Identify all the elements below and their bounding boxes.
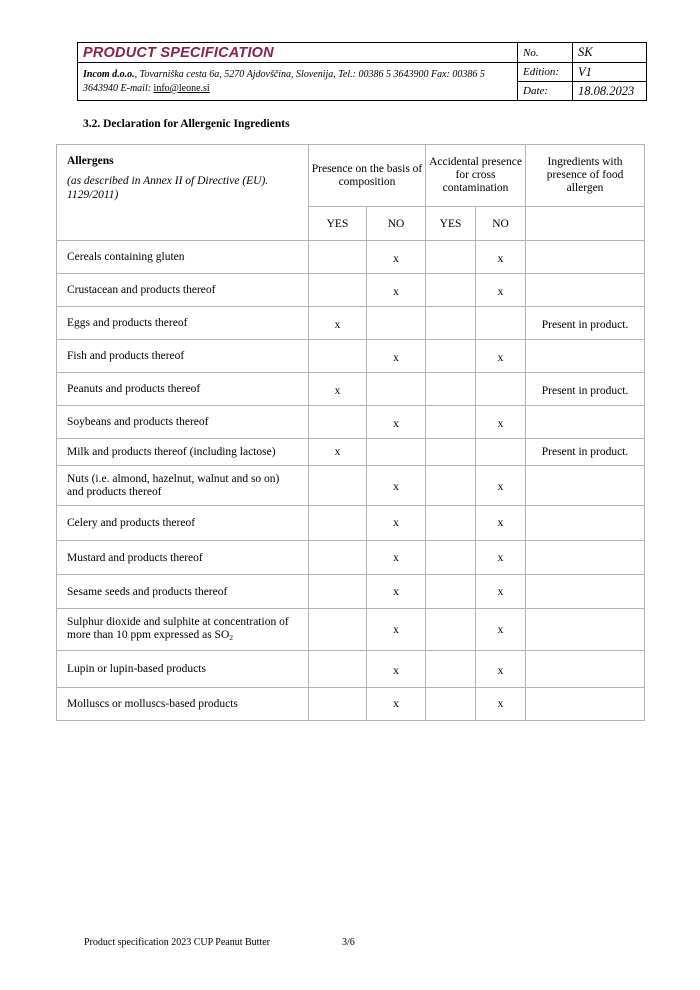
presence-yes-cell <box>309 688 367 721</box>
presence-yes-cell <box>309 651 367 688</box>
accidental-yes-cell <box>426 575 476 609</box>
presence-no-cell: x <box>367 274 426 307</box>
presence-no-cell <box>367 373 426 406</box>
table-row <box>57 466 645 506</box>
presence-yes-cell: x <box>309 373 367 406</box>
allergen-name-text: Sulphur dioxide and sulphite at concentration of more than 10 ppm expressed as SO <box>67 615 289 641</box>
edition-label: Edition: <box>518 63 573 82</box>
accidental-no-cell: x <box>476 241 526 274</box>
date-value: 18.08.2023 <box>573 82 647 101</box>
allergens-header <box>57 145 309 241</box>
document-title: PRODUCT SPECIFICATION <box>78 43 518 63</box>
allergen-name: Fish and products thereof <box>57 340 309 373</box>
accidental-no-cell: x <box>476 406 526 439</box>
accidental-yes-cell <box>426 541 476 575</box>
company-address: , Tovarniška cesta 6a, 5270 Ajdovščina, Slovenija, Tel.: 00386 5 3643900 Fax: 00386 5 3643940 E-mail: <box>83 68 485 94</box>
presence-no-cell: x <box>367 541 426 575</box>
accidental-no-cell: x <box>476 340 526 373</box>
allergen-name: Soybeans and products thereof <box>57 406 309 439</box>
allergen-name <box>57 609 309 651</box>
table-row <box>57 575 645 609</box>
presence-no-cell: x <box>367 406 426 439</box>
table-row <box>57 307 645 340</box>
allergen-name: Peanuts and products thereof <box>57 373 309 406</box>
accidental-yes-cell <box>426 651 476 688</box>
ingredients-cell <box>526 340 645 373</box>
allergen-table <box>56 144 645 721</box>
ingredients-cell <box>526 688 645 721</box>
ingredients-subheader <box>526 207 645 241</box>
presence-no-cell <box>367 307 426 340</box>
accidental-no-cell: x <box>476 609 526 651</box>
presence-no-header: NO <box>367 207 426 241</box>
table-row <box>57 373 645 406</box>
presence-no-cell: x <box>367 340 426 373</box>
edition-value: V1 <box>573 63 647 82</box>
allergen-name: Milk and products thereof (including lactose) <box>57 439 309 466</box>
table-row <box>57 340 645 373</box>
allergen-name: Celery and products thereof <box>57 506 309 541</box>
footer-page-number: 3/6 <box>342 937 355 948</box>
ingredients-cell: Present in product. <box>526 307 645 340</box>
accidental-no-header: NO <box>476 207 526 241</box>
allergens-header-title: Allergens <box>67 155 114 167</box>
accidental-no-cell <box>476 307 526 340</box>
accidental-no-cell <box>476 373 526 406</box>
presence-no-cell: x <box>367 506 426 541</box>
presence-yes-cell <box>309 609 367 651</box>
ingredients-cell: Present in product. <box>526 439 645 466</box>
presence-yes-cell <box>309 541 367 575</box>
date-label: Date: <box>518 82 573 101</box>
presence-yes-cell <box>309 406 367 439</box>
page-footer <box>84 937 355 948</box>
spec-header <box>77 42 647 101</box>
ingredients-cell <box>526 241 645 274</box>
table-row <box>57 406 645 439</box>
allergen-name: Crustacean and products thereof <box>57 274 309 307</box>
presence-yes-header: YES <box>309 207 367 241</box>
accidental-yes-cell <box>426 340 476 373</box>
allergens-header-subtitle: (as described in Annex II of Directive (EU). 1129/2011) <box>67 175 269 201</box>
accidental-yes-cell <box>426 439 476 466</box>
accidental-no-cell: x <box>476 466 526 506</box>
presence-no-cell: x <box>367 651 426 688</box>
accidental-no-cell <box>476 439 526 466</box>
presence-yes-cell <box>309 506 367 541</box>
presence-no-cell: x <box>367 241 426 274</box>
presence-yes-cell <box>309 340 367 373</box>
table-row <box>57 274 645 307</box>
accidental-yes-cell <box>426 506 476 541</box>
ingredients-cell <box>526 575 645 609</box>
table-row <box>57 541 645 575</box>
accidental-no-cell: x <box>476 541 526 575</box>
ingredients-cell <box>526 609 645 651</box>
ingredients-cell <box>526 406 645 439</box>
company-email[interactable]: info@leone.si <box>153 82 210 94</box>
allergen-name: Sesame seeds and products thereof <box>57 575 309 609</box>
allergen-name: Eggs and products thereof <box>57 307 309 340</box>
table-header-row <box>57 145 645 207</box>
ingredients-header: Ingredients with presence of food allergen <box>526 145 645 207</box>
presence-yes-cell <box>309 274 367 307</box>
allergen-name: Mustard and products thereof <box>57 541 309 575</box>
accidental-yes-cell <box>426 307 476 340</box>
footer-document-name: Product specification 2023 CUP Peanut Butter <box>84 937 270 948</box>
ingredients-cell <box>526 466 645 506</box>
ingredients-cell <box>526 651 645 688</box>
ingredients-cell <box>526 506 645 541</box>
accidental-yes-cell <box>426 466 476 506</box>
accidental-no-cell: x <box>476 688 526 721</box>
accidental-header: Accidental presence for cross contamination <box>426 145 526 207</box>
presence-yes-cell <box>309 575 367 609</box>
company-name: Incom d.o.o. <box>83 68 135 80</box>
no-label: No. <box>518 43 573 63</box>
table-row <box>57 241 645 274</box>
accidental-yes-cell <box>426 241 476 274</box>
accidental-no-cell: x <box>476 651 526 688</box>
presence-yes-cell: x <box>309 439 367 466</box>
accidental-yes-header: YES <box>426 207 476 241</box>
accidental-yes-cell <box>426 406 476 439</box>
table-row <box>57 439 645 466</box>
allergen-name: Molluscs or molluscs-based products <box>57 688 309 721</box>
presence-yes-cell <box>309 241 367 274</box>
ingredients-cell <box>526 274 645 307</box>
accidental-no-cell: x <box>476 575 526 609</box>
table-row <box>57 609 645 651</box>
presence-no-cell <box>367 439 426 466</box>
no-value: SK <box>573 43 647 63</box>
accidental-no-cell: x <box>476 506 526 541</box>
company-info <box>78 63 518 101</box>
accidental-no-cell: x <box>476 274 526 307</box>
table-row <box>57 688 645 721</box>
accidental-yes-cell <box>426 373 476 406</box>
presence-no-cell: x <box>367 609 426 651</box>
presence-yes-cell: x <box>309 307 367 340</box>
presence-no-cell: x <box>367 688 426 721</box>
allergen-name: Cereals containing gluten <box>57 241 309 274</box>
presence-no-cell: x <box>367 575 426 609</box>
ingredients-cell <box>526 541 645 575</box>
section-title: 3.2. Declaration for Allergenic Ingredients <box>83 118 290 130</box>
presence-no-cell: x <box>367 466 426 506</box>
accidental-yes-cell <box>426 274 476 307</box>
table-row <box>57 506 645 541</box>
table-row <box>57 651 645 688</box>
allergen-name-subscript: 2 <box>229 632 233 642</box>
allergen-name: Nuts (i.e. almond, hazelnut, walnut and so on) and products thereof <box>57 466 309 506</box>
ingredients-cell: Present in product. <box>526 373 645 406</box>
allergen-name: Lupin or lupin-based products <box>57 651 309 688</box>
accidental-yes-cell <box>426 609 476 651</box>
accidental-yes-cell <box>426 688 476 721</box>
presence-yes-cell <box>309 466 367 506</box>
presence-header: Presence on the basis of composition <box>309 145 426 207</box>
